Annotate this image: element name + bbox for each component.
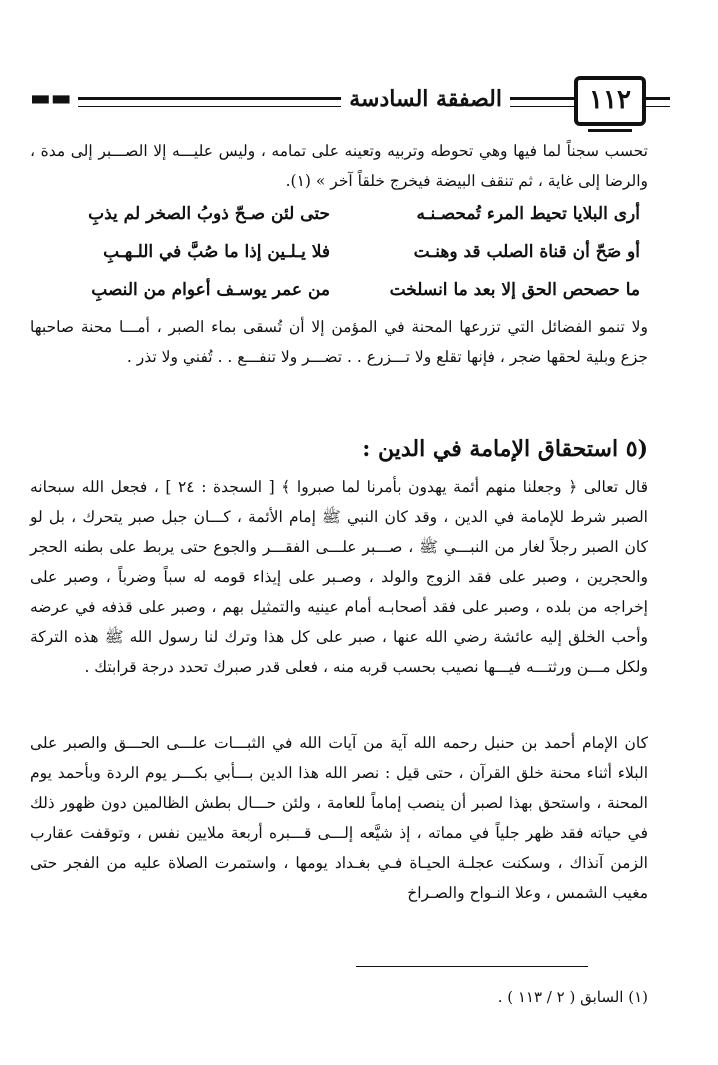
- text-line: جبل صبر يتحرك ، بل لو كان الصبر رجلاً لغار من النبـــي ﷺ ، صـــبر علـــى الفقـــر: [30, 508, 648, 556]
- chapter-title: الصفقة السادسة: [341, 78, 510, 120]
- verse: [40, 204, 640, 242]
- text-line: ولا تنمو الفضائل التي تزرعها المحنة في المؤمن إلا أن تُسقى بماء الصبر ، أمـــا: [118, 318, 648, 336]
- text-line: أمام عينيه والتمثيل بهم ، وصبر على قذفه في عرضه وأحب الخلق إليه عائشة رضي الله: [30, 598, 648, 646]
- text-line: كان الإمام أحمد بن حنبل رحمه الله آية من آيات الله في الثبـــات علـــى الحـــق: [114, 734, 649, 752]
- text-line: والصبر على البلاء أثناء محنة خلق القرآن ، حتى قيل : نصر الله هذا الدين بـــأبي بكـــر: [30, 734, 649, 782]
- poem: [40, 204, 640, 318]
- section-title: استحقاق الإمامة في الدين :: [362, 436, 619, 462]
- text-line: محنة صاحبها جزع وبلية لحقها ضجر ، فإنها تقلع ولا تـــزرع . . تضـــر ولا تنفـــع . .: [30, 318, 648, 366]
- paragraph-1: [30, 136, 648, 196]
- text-line: والجوع حتى يربط على بطنه الحجر والحجرين ، وصبر على فقد الزوج والولد ، وصـبر: [30, 538, 648, 586]
- text-line: يوم الردة وبأحمد يوم المحنة ، واستحق بهذا لصبر أن ينصب إماماً للعامة ، ولئن حـــال: [30, 764, 648, 812]
- text-line: فجعل الله سبحانه الصبر شرط للإمامة في الدين ، وقد كان النبي ﷺ إمام الأئمة ، كـــان: [30, 478, 648, 526]
- text-line: قال تعالى ﴿ وجعلنا منهم أئمة يهدون بأمرنا لما صبروا ﴾ [ السجدة : ٢٤ ] ،: [153, 478, 648, 496]
- text-line: نصيب بحسب قربه منه ، فعلى قدر صبرك تحدد درجة قرابتك .: [84, 658, 479, 676]
- text-line: إلى مدة ، والرضا إلى غاية ، ثم تنقف البيضة فيخرج خلقاً آخر » (١).: [30, 142, 648, 190]
- text-line: على إيذاء قومه له سباً وضرباً ، وصبر على إخراجه من بلده ، وصبر على فقد أصحابـه: [30, 568, 648, 616]
- paragraph-3: [30, 472, 648, 682]
- verse-second-hemistich: فلا يـلـين إذا ما صُبَّ في اللـهـبِ: [103, 242, 330, 262]
- text-line: تُفني ولا تذر .: [126, 348, 213, 366]
- footnote: (١) السابق ( ٢ / ١١٣ ) .: [497, 988, 648, 1006]
- footnote-separator: [356, 966, 588, 967]
- section-heading: [362, 436, 648, 462]
- text-line: عنها ، صبر على كل هذا وترك لنا رسول الله ﷺ هذه التركة ولكل مـــن ورثتـــه فيـــها: [30, 628, 648, 676]
- paragraph-2: [30, 312, 648, 372]
- section-number: (٥: [625, 436, 648, 462]
- verse-second-hemistich: من عمر يوسـف أعوام من النصبِ: [91, 280, 330, 300]
- page-header: [30, 78, 670, 124]
- verse: [40, 242, 640, 280]
- header-dashes: ▬▬: [30, 88, 78, 110]
- text-line: بطش الظالمين دون ظهور ذلك في حياته فقد ظهر جلياً في مماته ، إذ شيَّعه إلـــى قـــبره: [30, 794, 648, 842]
- verse-first-hemistich: ما حصحص الحق إلا بعد ما انسلخت: [389, 280, 640, 300]
- verse-second-hemistich: حتى لئن صـحّ ذوبُ الصخر لم يذبِ: [88, 204, 330, 224]
- text-line: يومها ، واستمرت الصلاة عليه من الفجر حتى مغيب الشمس ، وعلا النـواح والصـراخ: [30, 854, 648, 902]
- verse-first-hemistich: أو صَحّ أن قناة الصلب قد وهنـت: [413, 242, 640, 262]
- text-line: أربعة ملايين نفس ، وتوقفت عقارب الزمن آنذاك ، وسكنت عجلـة الحيـاة فـي بغـداد: [30, 824, 648, 872]
- paragraph-4: [30, 728, 648, 908]
- text-line: تحسب سجناً لما فيها وهي تحوطه وتربيه وتعينه على تمامه ، وليس عليـــه إلا الصـــبر: [98, 142, 648, 160]
- page-number: ١١٢: [574, 76, 646, 126]
- verse-first-hemistich: أرى البلايا تحيط المرء تُمحصـنـه: [416, 204, 640, 224]
